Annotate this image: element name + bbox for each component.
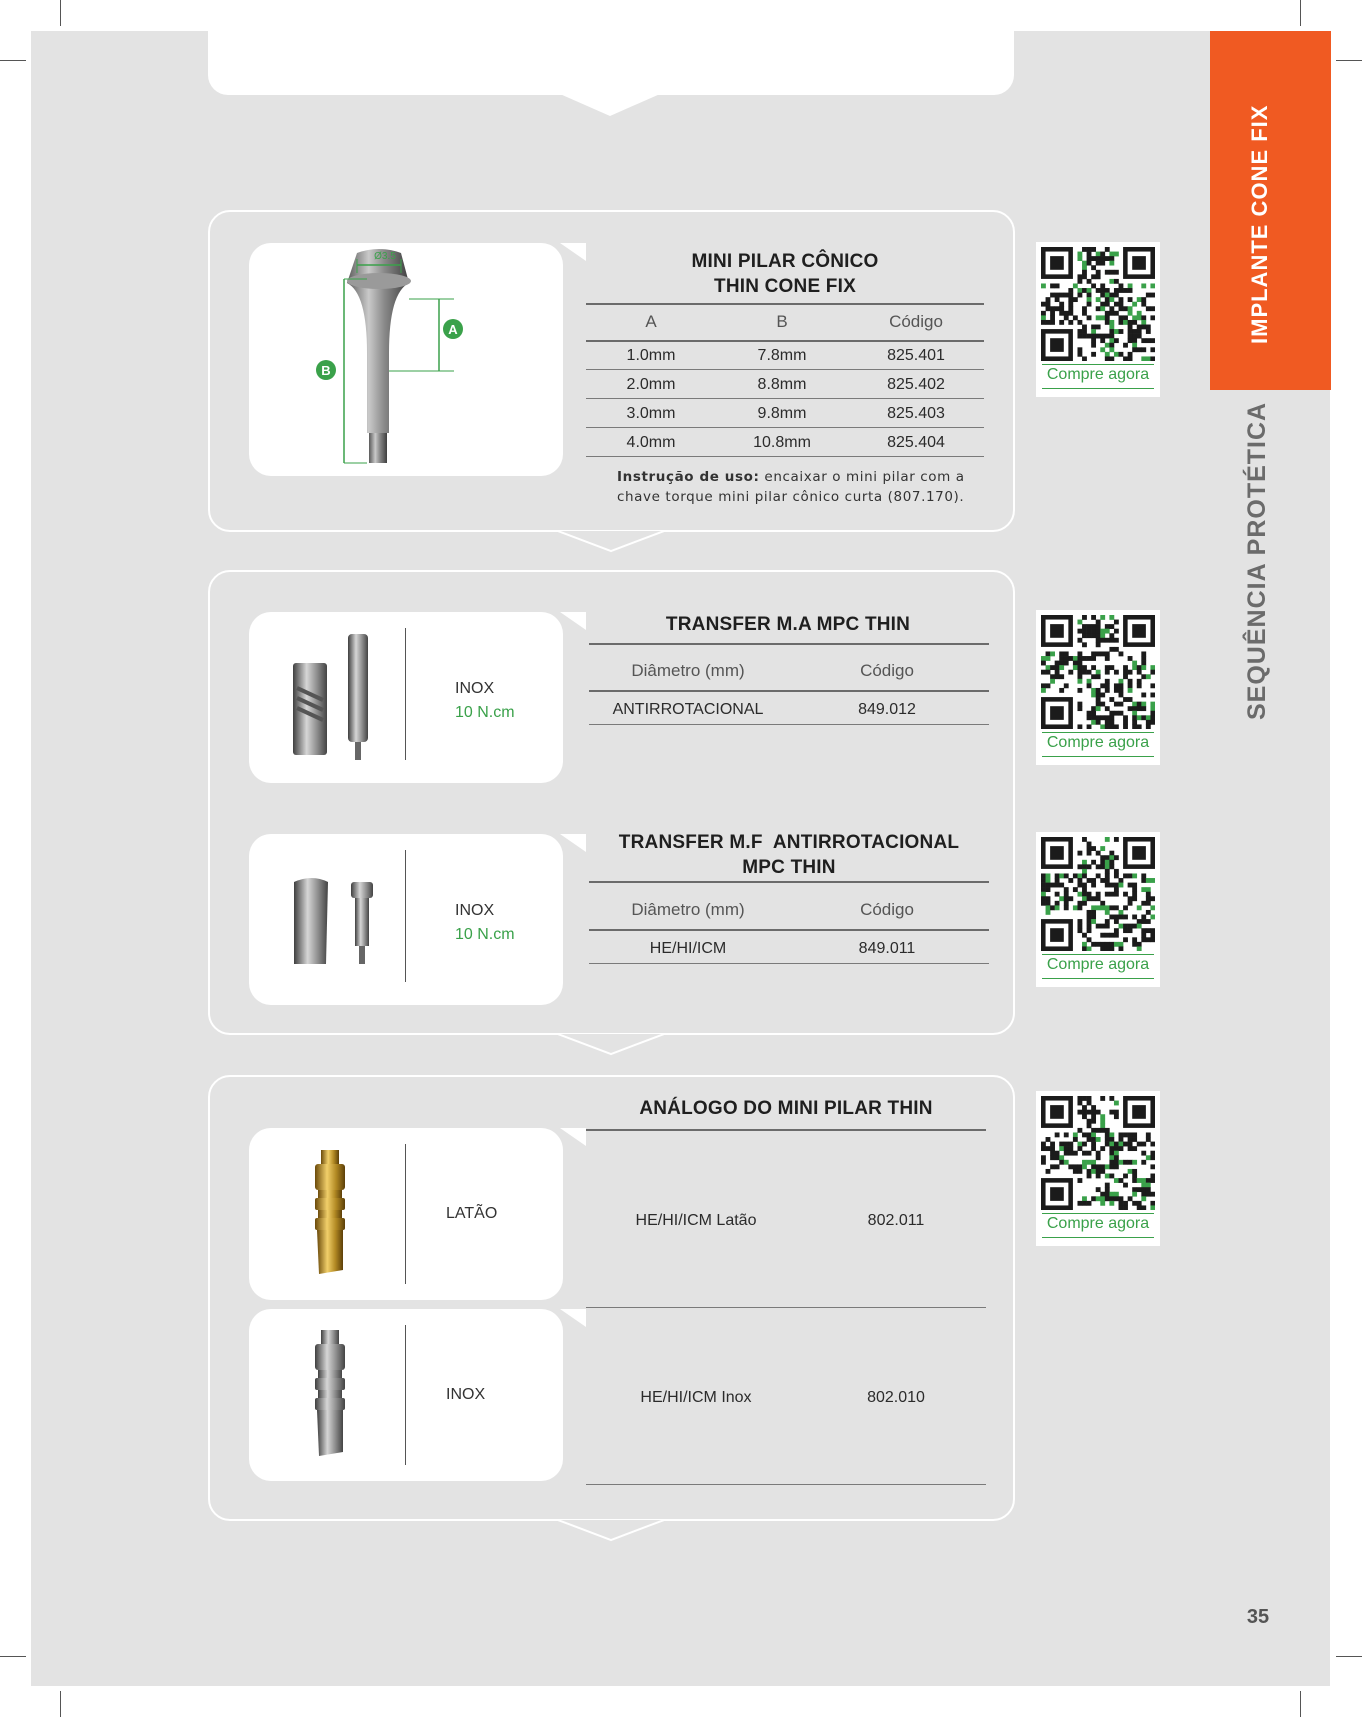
top-box-pointer: [560, 94, 660, 118]
qr-code-transfer-ma[interactable]: [1036, 610, 1160, 765]
table-top-rule: [586, 303, 984, 305]
image-box-notch: [560, 1128, 586, 1146]
qr-code-analogo[interactable]: [1036, 1091, 1160, 1246]
row-divider: [586, 369, 984, 370]
cell-b: 10.8mm: [753, 434, 811, 451]
qr-code-transfer-mf[interactable]: [1036, 832, 1160, 987]
table-header-rule: [589, 929, 989, 931]
crop-mark: [0, 60, 26, 61]
cell-a: 4.0mm: [626, 434, 676, 451]
buy-now-link[interactable]: Compre agora: [1046, 366, 1150, 383]
cell-code: 802.010: [867, 1389, 925, 1406]
card-pointer: [558, 1033, 664, 1057]
transfer-mf-product-image: [280, 860, 390, 980]
crop-mark: [60, 0, 61, 26]
col-header-a: A: [645, 312, 657, 331]
image-box-notch: [560, 612, 586, 630]
analogo-latao-material: LATÃO: [446, 1205, 498, 1222]
diagram-diameter-label: Ø3.5: [374, 251, 396, 262]
image-divider: [405, 850, 406, 982]
transfer-ma-title: TRANSFER M.A MPC THIN: [665, 614, 911, 635]
image-box-notch: [560, 834, 586, 852]
image-divider: [405, 1144, 406, 1284]
qr-code-mini-pilar[interactable]: [1036, 242, 1160, 397]
cell-b: 7.8mm: [757, 347, 807, 364]
crop-mark: [1300, 0, 1301, 26]
analogo-inox-image-box: [249, 1309, 563, 1481]
cell-b: 9.8mm: [757, 405, 807, 422]
image-divider: [405, 1325, 406, 1465]
cell-a: 3.0mm: [626, 405, 676, 422]
card-pointer: [558, 1519, 664, 1543]
buy-now-link[interactable]: Compre agora: [1046, 956, 1150, 973]
page-number: 35: [1246, 1606, 1270, 1628]
transfer-ma-material: INOX: [455, 680, 495, 697]
col-header-diameter: Diâmetro (mm): [631, 900, 745, 919]
qr-divider: [1042, 388, 1154, 389]
transfer-mf-torque: 10 N.cm: [455, 926, 515, 943]
col-header-code: Código: [860, 900, 914, 919]
analogo-inox-product-image: [305, 1328, 355, 1462]
cell-code: 849.012: [858, 701, 916, 718]
cell-code: 849.011: [858, 940, 916, 957]
transfer-mf-title-line2: MPC THIN: [742, 857, 836, 878]
image-box-notch: [560, 243, 586, 261]
crop-mark: [1300, 1691, 1301, 1717]
col-header-code: Código: [860, 661, 914, 680]
image-divider: [405, 628, 406, 760]
usage-instruction: [617, 467, 987, 507]
row-divider: [586, 1307, 986, 1308]
analogo-latao-product-image: [305, 1148, 355, 1280]
qr-divider: [1042, 1237, 1154, 1238]
image-box-notch: [560, 1309, 586, 1327]
row-divider: [589, 724, 989, 725]
col-header-diameter: Diâmetro (mm): [631, 661, 745, 680]
instruction-text-1: encaixar o mini pilar com a: [759, 469, 965, 485]
row-divider: [586, 1484, 986, 1485]
cell-description: HE/HI/ICM Latão: [635, 1212, 757, 1229]
row-divider: [586, 456, 984, 457]
mini-pilar-title-line2: THIN CONE FIX: [714, 276, 856, 297]
table-header-rule: [589, 690, 989, 692]
table-top-rule: [589, 643, 989, 645]
cell-a: 2.0mm: [626, 376, 676, 393]
qr-divider: [1042, 364, 1154, 365]
analogo-title: ANÁLOGO DO MINI PILAR THIN: [639, 1098, 933, 1119]
row-divider: [586, 398, 984, 399]
instruction-label: Instrução de uso:: [617, 469, 760, 485]
cell-code: 825.401: [887, 347, 945, 364]
instruction-text-2: chave torque mini pilar cônico curta (807.170).: [617, 489, 965, 505]
transfer-mf-material: INOX: [455, 902, 495, 919]
crop-mark: [0, 1656, 26, 1657]
transfer-mf-title: [589, 830, 989, 880]
cell-diameter: HE/HI/ICM: [649, 940, 727, 957]
qr-code-icon: [1041, 615, 1155, 729]
analogo-inox-material: INOX: [446, 1386, 486, 1403]
qr-divider: [1042, 978, 1154, 979]
cell-diameter: ANTIRROTACIONAL: [612, 701, 764, 718]
cell-code: 825.403: [887, 405, 945, 422]
col-header-b: B: [776, 312, 788, 331]
col-header-code: Código: [889, 312, 943, 331]
analogo-latao-image-box: [249, 1128, 563, 1300]
qr-divider: [1042, 756, 1154, 757]
top-box: [208, 31, 1014, 95]
qr-code-icon: [1041, 247, 1155, 361]
crop-mark: [1336, 60, 1362, 61]
table-top-rule: [589, 881, 989, 883]
row-divider: [589, 963, 989, 964]
crop-mark: [60, 1691, 61, 1717]
qr-divider: [1042, 1213, 1154, 1214]
table-header-rule: [586, 340, 984, 342]
crop-mark: [1336, 1656, 1362, 1657]
qr-divider: [1042, 954, 1154, 955]
mini-pilar-title-line1: MINI PILAR CÔNICO: [691, 251, 879, 272]
card-pointer: [558, 530, 664, 554]
cell-code: 825.402: [887, 376, 945, 393]
cell-code: 802.011: [867, 1212, 925, 1229]
cell-a: 1.0mm: [626, 347, 676, 364]
qr-divider: [1042, 732, 1154, 733]
subsection-title: SEQUÊNCIA PROTÉTICA: [1243, 401, 1271, 720]
qr-code-icon: [1041, 1096, 1155, 1210]
table-top-rule: [586, 1129, 986, 1131]
buy-now-link[interactable]: Compre agora: [1046, 1215, 1150, 1232]
mini-pilar-diagram: [249, 243, 563, 476]
buy-now-link[interactable]: Compre agora: [1046, 734, 1150, 751]
section-title: IMPLANTE CONE FIX: [1247, 104, 1272, 344]
diagram-label-b: B: [321, 363, 331, 378]
diagram-label-a: A: [448, 322, 458, 337]
cell-description: HE/HI/ICM Inox: [640, 1389, 752, 1406]
mini-pilar-title: [586, 249, 984, 299]
cell-code: 825.404: [887, 434, 945, 451]
row-divider: [586, 427, 984, 428]
cell-b: 8.8mm: [757, 376, 807, 393]
transfer-mf-title-line1: TRANSFER M.F ANTIRROTACIONAL: [618, 832, 960, 853]
transfer-ma-torque: 10 N.cm: [455, 704, 515, 721]
transfer-ma-product-image: [280, 628, 390, 768]
qr-code-icon: [1041, 837, 1155, 951]
